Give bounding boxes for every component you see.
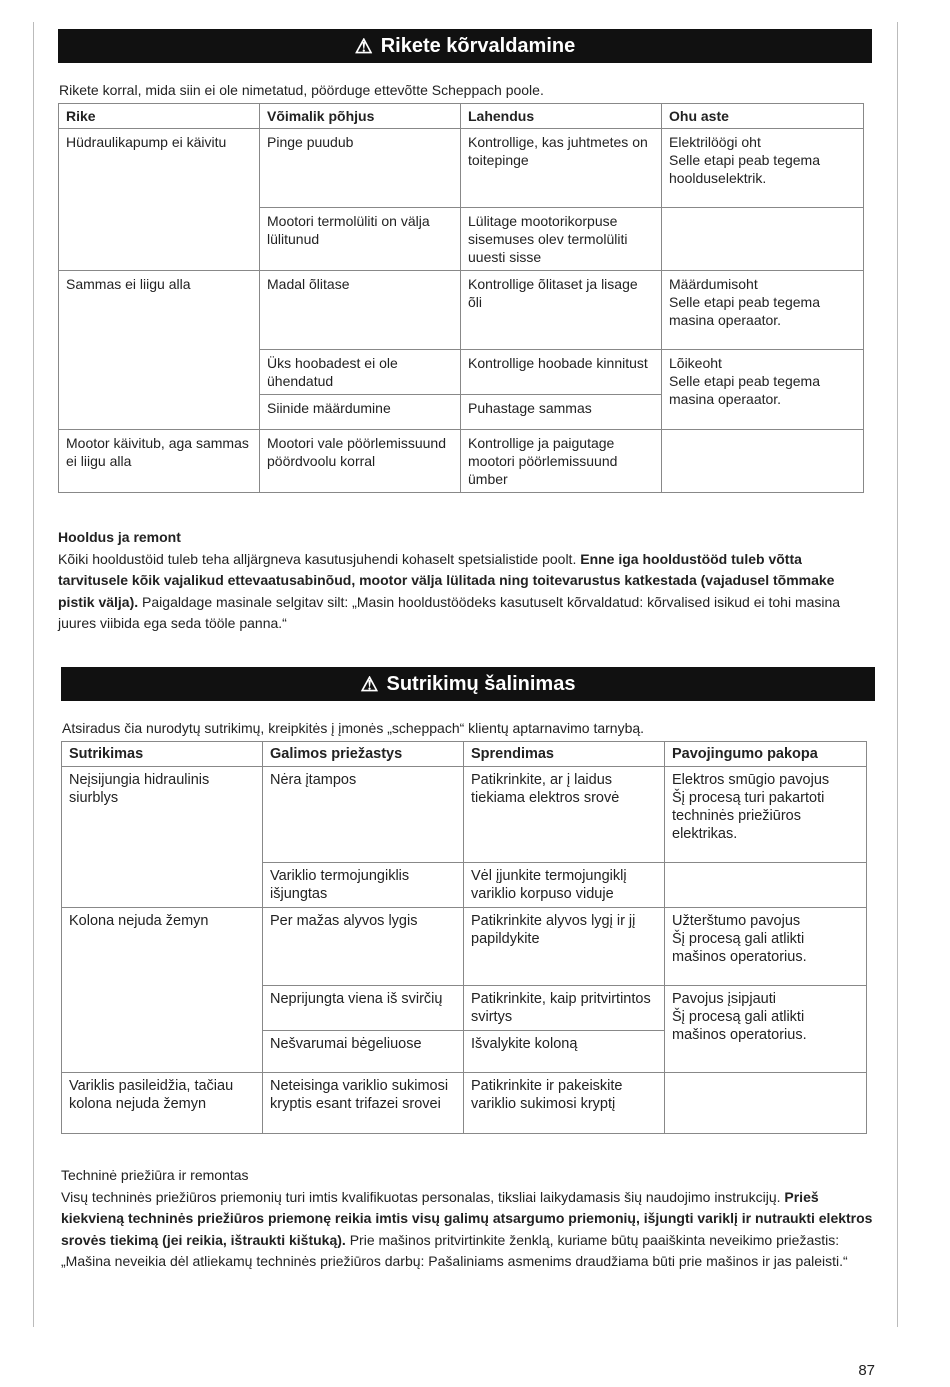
fault-cell: Kolona nejuda žemyn	[62, 908, 263, 1073]
intro-et: Rikete korral, mida siin ei ole nimetatud, pöörduge ettevõtte Scheppach poole.	[59, 82, 544, 98]
troubleshooting-table-lt	[61, 741, 867, 1134]
solution-cell: Kontrollige, kas juhtmetes on toitepinge	[461, 129, 662, 208]
hazard-text: Lõikeoht Selle etapi peab tegema masina operaator.	[669, 355, 820, 407]
hazard-cell	[665, 1073, 867, 1134]
fault-cell: Neįsijungia hidraulinis siurblys	[62, 767, 263, 908]
hazard-cell	[662, 350, 864, 430]
fault-cell: Mootor käivitub, aga sammas ei liigu alla	[59, 430, 260, 493]
solution-cell: Patikrinkite ir pakeiskite variklio sukimosi kryptį	[464, 1073, 665, 1134]
troubleshooting-table-et	[58, 103, 864, 493]
maintenance-text-part: Paigaldage masinale selgitav silt: „Masin hooldustöödeks kasutuselt kõrvaldatud: kõrvalised isikud ei tohi masina juures viibida ega seda tööle panna.“	[58, 593, 841, 631]
maintenance-warning-bold: Prieš kiekvieną techninės priežiūros priemonę reikia imtis visų galimų atsargumo priemonių, išjungti variklį ir nutraukti elektros srovės tiekimą (jei reikia, ištraukti kištuką).	[61, 1188, 873, 1248]
header-cell: Sprendimas	[464, 742, 665, 767]
hazard-cell	[662, 208, 864, 271]
cause-cell: Mootori termolüliti on välja lülitunud	[260, 208, 461, 271]
warning-icon: ⚠	[354, 35, 373, 58]
cause-cell: Variklio termojungiklis išjungtas	[263, 863, 464, 908]
header-cell: Ohu aste	[662, 104, 864, 129]
maintenance-text-et	[58, 549, 874, 635]
cause-cell: Nešvarumai bėgeliuose	[263, 1031, 464, 1073]
solution-cell: Patikrinkite, ar į laidus tiekiama elektros srovė	[464, 767, 665, 863]
solution-cell: Kontrollige hoobade kinnitust	[461, 350, 662, 395]
cause-cell: Siinide määrdumine	[260, 395, 461, 430]
hazard-cell	[665, 863, 867, 908]
cause-cell: Per mažas alyvos lygis	[263, 908, 464, 986]
hazard-text: Pavojus įsipjauti Šį procesą gali atlikti mašinos operatorius.	[672, 991, 807, 1043]
hazard-cell	[662, 129, 864, 208]
maintenance-section-lt	[61, 1165, 876, 1273]
header-cell: Pavojingumo pakopa	[665, 742, 867, 767]
hazard-cell	[662, 271, 864, 350]
hazard-cell	[665, 908, 867, 986]
maintenance-text-part: Kõiki hooldustöid tuleb teha alljärgneva kasutusjuhendi kohaselt spetsialistide poolt.	[58, 550, 581, 567]
intro-lt: Atsiradus čia nurodytų sutrikimų, kreipkitės į įmonės „scheppach“ klientų aptarnavimo tarnybą.	[62, 720, 645, 736]
solution-cell: Išvalykite koloną	[464, 1031, 665, 1073]
hazard-cell	[662, 430, 864, 493]
maintenance-text-part: Prie mašinos pritvirtinkite ženklą, kuriame būtų paaiškinta neveikimo priežastis: „Mašina neveikia dėl atliekamų techninės priežiūros darbų: Pašaliniams asmenims draudžiama būti prie mašinos ir jas paleisti.“	[61, 1231, 848, 1269]
maintenance-warning-bold: Enne iga hooldustööd tuleb võtta tarvitusele kõik vajalikud ettevaatusabinõud, mootor välja lülitada ning toitevarustus katkestada (vajadusel tõmmake pistik välja).	[58, 550, 835, 610]
solution-cell: Puhastage sammas	[461, 395, 662, 430]
cause-cell: Üks hoobadest ei ole ühendatud	[260, 350, 461, 395]
cause-cell: Neteisinga variklio sukimosi kryptis esant trifazei srovei	[263, 1073, 464, 1134]
header-cell: Galimos priežastys	[263, 742, 464, 767]
warning-icon: ⚠	[360, 673, 379, 696]
header-cell: Lahendus	[461, 104, 662, 129]
solution-cell: Lülitage mootorikorpuse sisemuses olev termolüliti uuesti sisse	[461, 208, 662, 271]
solution-cell: Patikrinkite, kaip pritvirtintos svirtys	[464, 986, 665, 1031]
cause-cell: Neprijungta viena iš svirčių	[263, 986, 464, 1031]
maintenance-title-lt: Techninė priežiūra ir remontas	[61, 1167, 249, 1183]
page-number: 87	[858, 1362, 875, 1379]
right-margin-line	[897, 22, 898, 1327]
solution-cell: Kontrollige ja paigutage mootori pöörlemissuund ümber	[461, 430, 662, 493]
left-margin-line	[33, 22, 34, 1327]
solution-cell: Patikrinkite alyvos lygį ir jį papildykite	[464, 908, 665, 986]
header-cell: Võimalik põhjus	[260, 104, 461, 129]
hazard-cell	[665, 767, 867, 863]
section-title-bar-et	[58, 29, 872, 63]
cause-cell: Mootori vale pöörlemissuund pöördvoolu korral	[260, 430, 461, 493]
solution-cell: Kontrollige õlitaset ja lisage õli	[461, 271, 662, 350]
header-cell: Sutrikimas	[62, 742, 263, 767]
cause-cell: Nėra įtampos	[263, 767, 464, 863]
fault-cell: Sammas ei liigu alla	[59, 271, 260, 430]
hazard-text: Elektros smūgio pavojus Šį procesą turi pakartoti techninės priežiūros elektrikas.	[672, 772, 830, 842]
maintenance-text-lt	[61, 1187, 876, 1273]
hazard-cell	[665, 986, 867, 1073]
hazard-text: Užterštumo pavojus Šį procesą gali atlikti mašinos operatorius.	[672, 913, 807, 965]
cause-cell: Madal õlitase	[260, 271, 461, 350]
header-cell: Rike	[59, 104, 260, 129]
maintenance-section-et	[58, 527, 874, 635]
cause-cell: Pinge puudub	[260, 129, 461, 208]
section-title-lt: Sutrikimų šalinimas	[386, 672, 576, 695]
section-title-bar-lt	[61, 667, 875, 701]
hazard-text: Määrdumisoht Selle etapi peab tegema masina operaator.	[669, 276, 820, 328]
hazard-text: Elektrilöögi oht Selle etapi peab tegema hoolduselektrik.	[669, 134, 820, 186]
maintenance-title-et: Hooldus ja remont	[58, 529, 181, 545]
maintenance-text-part: Visų techninės priežiūros priemonių turi imtis kvalifikuotas personalas, tiksliai laikydamasis šių naudojimo instrukcijų.	[61, 1188, 785, 1205]
fault-cell: Hüdraulikapump ei käivitu	[59, 129, 260, 271]
solution-cell: Vėl įjunkite termojungiklį variklio korpuso viduje	[464, 863, 665, 908]
fault-cell: Variklis pasileidžia, tačiau kolona nejuda žemyn	[62, 1073, 263, 1134]
section-title-et: Rikete kõrvaldamine	[380, 34, 576, 57]
